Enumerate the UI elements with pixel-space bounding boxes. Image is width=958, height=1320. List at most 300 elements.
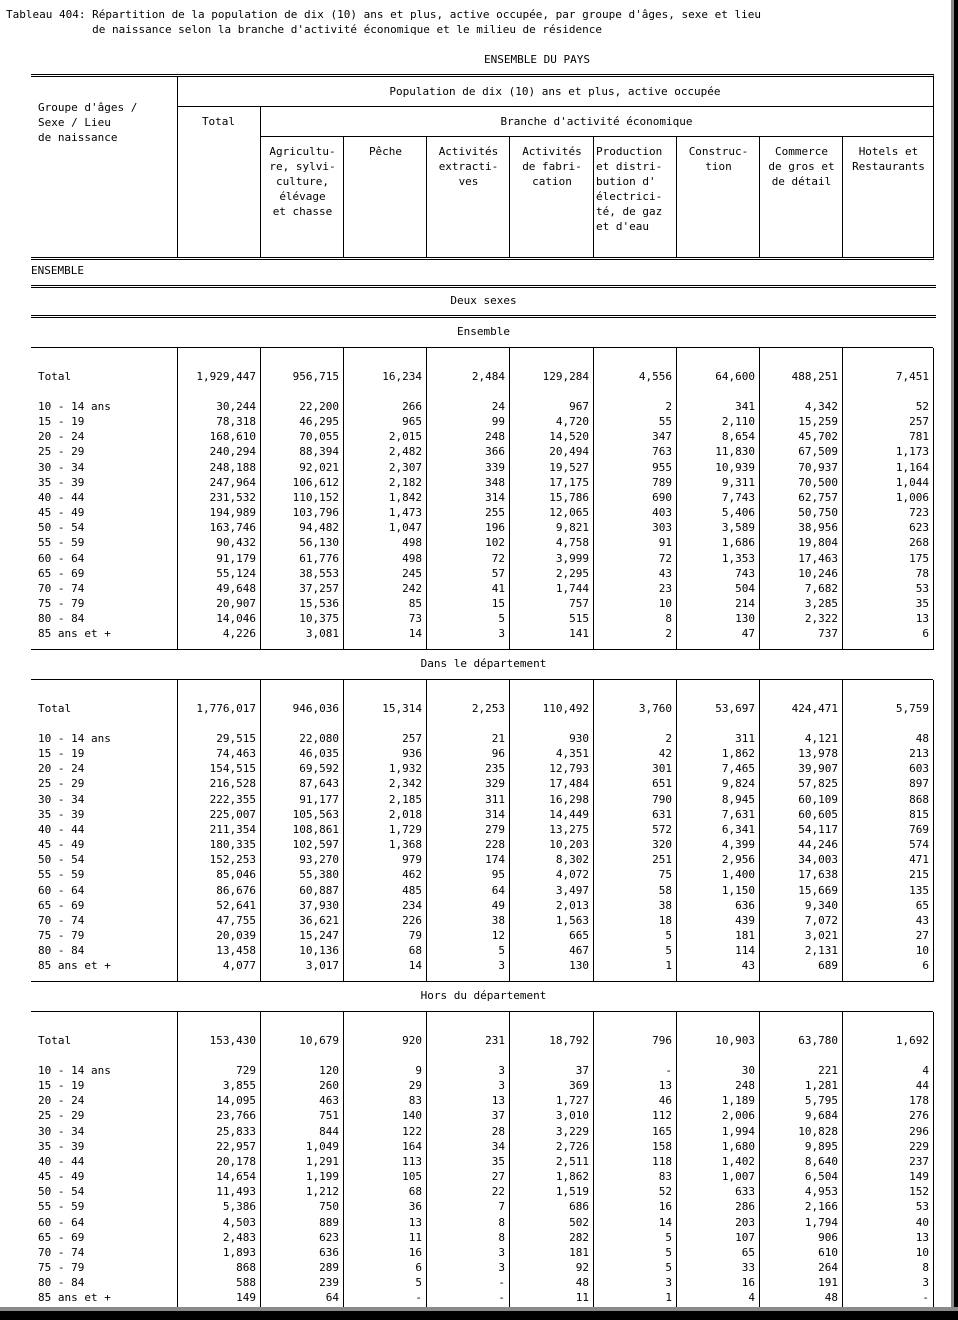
cell-value: 28 — [491, 1124, 505, 1138]
column-divider — [933, 348, 934, 650]
cell-value: 485 — [402, 883, 422, 897]
cell-value: 36,621 — [299, 913, 339, 927]
column-header-line: té, de gaz — [596, 205, 663, 218]
cell-value: 2,006 — [721, 1109, 755, 1123]
cell-value: 631 — [652, 807, 672, 821]
cell-value: 2,482 — [388, 445, 422, 459]
cell-value: 572 — [652, 822, 672, 836]
cell-value: 1,692 — [895, 1034, 929, 1047]
cell-value: 64,600 — [715, 370, 755, 383]
cell-value: 16 — [658, 1200, 672, 1214]
cell-value: 665 — [569, 928, 589, 942]
cell-value: 8,302 — [555, 853, 589, 867]
table-row — [31, 581, 933, 596]
cell-value: 215 — [909, 868, 929, 882]
cell-value: 10,939 — [715, 460, 755, 474]
cell-value: 7,743 — [721, 490, 755, 504]
cell-value: 154,515 — [209, 762, 256, 776]
cell-value: 88,394 — [299, 445, 339, 459]
cell-value: 25,833 — [216, 1124, 256, 1138]
table-subtitle: ENSEMBLE DU PAYS — [484, 53, 590, 66]
cell-value: 226 — [402, 913, 422, 927]
cell-value: 633 — [735, 1185, 755, 1199]
row-label: 35 - 39 — [38, 807, 85, 821]
cell-value: 225,007 — [209, 807, 256, 821]
cell-value: 4,556 — [638, 370, 672, 383]
cell-value: 2,185 — [388, 792, 422, 806]
column-header-line: Commerce — [775, 145, 828, 158]
cell-value: 979 — [402, 853, 422, 867]
row-label-header-line: de naissance — [38, 131, 118, 144]
row-label: 45 - 49 — [38, 506, 85, 520]
cell-value: 2,013 — [555, 898, 589, 912]
cell-value: 13,978 — [798, 747, 838, 761]
cell-value: 1,727 — [555, 1094, 589, 1108]
cell-value: 868 — [236, 1260, 256, 1274]
cell-value: 965 — [402, 415, 422, 429]
cell-value: 13 — [915, 1230, 929, 1244]
section-label: ENSEMBLE — [31, 264, 84, 277]
cell-value: 110,152 — [292, 490, 339, 504]
cell-value: 1,400 — [721, 868, 755, 882]
cell-value: 2,295 — [555, 566, 589, 580]
cell-value: 152,253 — [209, 853, 256, 867]
cell-value: 603 — [909, 762, 929, 776]
cell-value: 44,246 — [798, 838, 838, 852]
table-row — [31, 596, 933, 611]
cell-value: 48 — [575, 1276, 589, 1290]
cell-value: 17,638 — [798, 868, 838, 882]
cell-value: 689 — [818, 959, 838, 973]
cell-value: 52 — [658, 1185, 672, 1199]
cell-value: 44 — [915, 1079, 929, 1093]
cell-value: 588 — [236, 1276, 256, 1290]
row-label: 50 - 54 — [38, 1185, 85, 1199]
row-label: 15 - 19 — [38, 747, 85, 761]
cell-value: 2 — [665, 627, 672, 641]
cell-value: 106,612 — [292, 475, 339, 489]
cell-value: 1,729 — [388, 822, 422, 836]
cell-value: 268 — [909, 536, 929, 550]
cell-value: 955 — [652, 460, 672, 474]
cell-value: 8,640 — [804, 1154, 838, 1168]
cell-value: 347 — [652, 430, 672, 444]
cell-value: 889 — [319, 1215, 339, 1229]
cell-value: 165 — [652, 1124, 672, 1138]
cell-value: 38,956 — [798, 521, 838, 535]
cell-value: 12,065 — [549, 506, 589, 520]
cell-value: 11,830 — [715, 445, 755, 459]
header-divider — [676, 137, 677, 257]
cell-value: 102 — [485, 536, 505, 550]
cell-value: 301 — [652, 762, 672, 776]
row-label: Total — [38, 1034, 72, 1047]
cell-value: 60,605 — [798, 807, 838, 821]
table-row — [31, 535, 933, 550]
cell-value: 48 — [824, 1291, 838, 1305]
cell-value: 3,021 — [804, 928, 838, 942]
cell-value: 463 — [319, 1094, 339, 1108]
cell-value: 1,164 — [895, 460, 929, 474]
cell-value: 936 — [402, 747, 422, 761]
cell-value: 75 — [658, 868, 672, 882]
cell-value: 1,932 — [388, 762, 422, 776]
cell-value: 68 — [408, 944, 422, 958]
table-row — [31, 913, 933, 928]
cell-value: 311 — [735, 732, 755, 745]
cell-value: 504 — [735, 581, 755, 595]
block-bottom-border — [31, 981, 933, 982]
table-title-line-2: de naissance selon la branche d'activité économique et le milieu de résidence — [6, 23, 603, 36]
cell-value: 15,536 — [299, 596, 339, 610]
cell-value: 690 — [652, 490, 672, 504]
column-header-line: Activités — [522, 145, 582, 158]
column-header-commerce — [762, 144, 841, 189]
column-header-line: Hotels et — [858, 145, 919, 158]
cell-value: 70,055 — [299, 430, 339, 444]
cell-value: 897 — [909, 777, 929, 791]
header-divider — [260, 107, 261, 257]
cell-value: 105,563 — [292, 807, 339, 821]
cell-value: 22,080 — [299, 732, 339, 745]
cell-value: 10,246 — [798, 566, 838, 580]
column-header-line: de détail — [771, 175, 832, 188]
cell-value: 49,648 — [216, 581, 256, 595]
cell-value: 47,755 — [216, 913, 256, 927]
cell-value: 3,589 — [721, 521, 755, 535]
table-row — [31, 1078, 933, 1093]
row-label: 85 ans et + — [38, 627, 111, 641]
column-header-line: cation — [532, 175, 572, 188]
column-header-extractives — [429, 144, 508, 189]
row-label: 60 - 64 — [38, 1215, 85, 1229]
cell-value: 686 — [569, 1200, 589, 1214]
cell-value: 73 — [408, 612, 422, 626]
row-label: 75 - 79 — [38, 1260, 85, 1274]
column-header-line: culture, — [276, 175, 329, 188]
cell-value: - — [665, 1064, 672, 1077]
cell-value: 1,680 — [721, 1139, 755, 1153]
cell-value: 52 — [915, 400, 929, 413]
cell-value: 247,964 — [209, 475, 256, 489]
cell-value: 203 — [735, 1215, 755, 1229]
table-row — [31, 1184, 933, 1199]
cell-value: 1,994 — [721, 1124, 755, 1138]
cell-value: 13 — [491, 1094, 505, 1108]
cell-value: 35 — [915, 596, 929, 610]
cell-value: 844 — [319, 1124, 339, 1138]
cell-value: 20,039 — [216, 928, 256, 942]
cell-value: 108,861 — [292, 822, 339, 836]
cell-value: 2,511 — [555, 1154, 589, 1168]
cell-value: 53,697 — [715, 702, 755, 715]
cell-value: 46 — [658, 1094, 672, 1108]
cell-value: 79 — [408, 928, 422, 942]
cell-value: 3,497 — [555, 883, 589, 897]
cell-value: 781 — [909, 430, 929, 444]
cell-value: 13,275 — [549, 822, 589, 836]
cell-value: 930 — [569, 732, 589, 745]
row-label: 30 - 34 — [38, 460, 85, 474]
cell-value: 14,654 — [216, 1170, 256, 1184]
cell-value: 22,957 — [216, 1139, 256, 1153]
cell-value: 4,342 — [804, 400, 838, 413]
row-label: 75 - 79 — [38, 596, 85, 610]
cell-value: 30,244 — [216, 400, 256, 413]
cell-value: 112 — [652, 1109, 672, 1123]
cell-value: 46,295 — [299, 415, 339, 429]
cell-value: 2,483 — [222, 1230, 256, 1244]
cell-value: 9,311 — [721, 475, 755, 489]
cell-value: 9,821 — [555, 521, 589, 535]
cell-value: 1,044 — [895, 475, 929, 489]
cell-value: 7 — [498, 1200, 505, 1214]
cell-value: 1,776,017 — [196, 702, 256, 715]
table-row — [31, 551, 933, 566]
cell-value: 1,402 — [721, 1154, 755, 1168]
cell-value: 27 — [915, 928, 929, 942]
cell-value: 40 — [915, 1215, 929, 1229]
cell-value: 1,150 — [721, 883, 755, 897]
table-row — [31, 837, 933, 852]
column-header-line: Construc- — [688, 145, 749, 158]
column-header-agriculture — [263, 144, 342, 219]
table-title — [6, 7, 761, 37]
cell-value: 228 — [485, 838, 505, 852]
cell-value: 15 — [491, 596, 505, 610]
row-label: 20 - 24 — [38, 1094, 85, 1108]
cell-value: 1,929,447 — [196, 370, 256, 383]
cell-value: 1,519 — [555, 1185, 589, 1199]
cell-value: 78 — [915, 566, 929, 580]
table-row — [31, 566, 933, 581]
cell-value: 1,281 — [804, 1079, 838, 1093]
cell-value: 20,907 — [216, 596, 256, 610]
cell-value: 163,746 — [209, 521, 256, 535]
cell-value: 234 — [402, 898, 422, 912]
cell-value: 37 — [491, 1109, 505, 1123]
cell-value: 2,307 — [388, 460, 422, 474]
cell-value: 18,792 — [549, 1034, 589, 1047]
cell-value: 303 — [652, 521, 672, 535]
cell-value: 3 — [498, 1064, 505, 1077]
cell-value: 6 — [415, 1260, 422, 1274]
cell-value: 15,669 — [798, 883, 838, 897]
cell-value: 20,178 — [216, 1154, 256, 1168]
cell-value: 289 — [319, 1260, 339, 1274]
cell-value: 196 — [485, 521, 505, 535]
cell-value: 38 — [491, 913, 505, 927]
cell-value: 8 — [498, 1230, 505, 1244]
cell-value: 10 — [658, 596, 672, 610]
table-row — [31, 444, 933, 459]
cell-value: 21 — [491, 732, 505, 745]
cell-value: 498 — [402, 551, 422, 565]
cell-value: 5 — [665, 1230, 672, 1244]
cell-value: 9,684 — [804, 1109, 838, 1123]
cell-value: 175 — [909, 551, 929, 565]
cell-value: 14 — [408, 959, 422, 973]
column-header-line: bution d' — [596, 175, 656, 188]
row-label: 10 - 14 ans — [38, 732, 111, 745]
cell-value: 729 — [236, 1064, 256, 1077]
column-divider — [933, 680, 934, 982]
table-row — [31, 520, 933, 535]
cell-value: 231 — [485, 1034, 505, 1047]
column-header-line: Pêche — [368, 145, 403, 158]
cell-value: 8 — [498, 1215, 505, 1229]
column-header-fabrication — [512, 144, 592, 189]
cell-value: 102,597 — [292, 838, 339, 852]
cell-value: 467 — [569, 944, 589, 958]
cell-value: 135 — [909, 883, 929, 897]
cell-value: 5,795 — [804, 1094, 838, 1108]
row-label: 75 - 79 — [38, 928, 85, 942]
cell-value: 2,015 — [388, 430, 422, 444]
cell-value: 348 — [485, 475, 505, 489]
row-label: 80 - 84 — [38, 1276, 85, 1290]
cell-value: 610 — [818, 1245, 838, 1259]
cell-value: 1,006 — [895, 490, 929, 504]
cell-value: 1,189 — [721, 1094, 755, 1108]
cell-value: 122 — [402, 1124, 422, 1138]
cell-value: 14,520 — [549, 430, 589, 444]
cell-value: 4 — [748, 1291, 755, 1305]
cell-value: 72 — [491, 551, 505, 565]
cell-value: 4,720 — [555, 415, 589, 429]
row-label: 15 - 19 — [38, 1079, 85, 1093]
cell-value: 462 — [402, 868, 422, 882]
cell-value: 15,786 — [549, 490, 589, 504]
cell-value: 8,945 — [721, 792, 755, 806]
cell-value: 1,353 — [721, 551, 755, 565]
table-row — [31, 414, 933, 429]
cell-value: 70,937 — [798, 460, 838, 474]
cell-value: 83 — [408, 1094, 422, 1108]
cell-value: 120 — [319, 1064, 339, 1077]
cell-value: 13,458 — [216, 944, 256, 958]
cell-value: 29 — [408, 1079, 422, 1093]
row-label: 80 - 84 — [38, 944, 85, 958]
table-row — [31, 822, 933, 837]
cell-value: 9,824 — [721, 777, 755, 791]
cell-value: 16 — [741, 1276, 755, 1290]
double-divider — [31, 315, 936, 318]
cell-value: 19,527 — [549, 460, 589, 474]
total-row — [31, 701, 933, 716]
cell-value: 17,463 — [798, 551, 838, 565]
row-label: 70 - 74 — [38, 581, 85, 595]
cell-value: 114 — [735, 944, 755, 958]
cell-value: 221 — [818, 1064, 838, 1077]
cell-value: 286 — [735, 1200, 755, 1214]
cell-value: 1,368 — [388, 838, 422, 852]
cell-value: 85,046 — [216, 868, 256, 882]
cell-value: 181 — [735, 928, 755, 942]
cell-value: 180,335 — [209, 838, 256, 852]
cell-value: 53 — [915, 581, 929, 595]
cell-value: 62,757 — [798, 490, 838, 504]
cell-value: 5,386 — [222, 1200, 256, 1214]
cell-value: 3,760 — [638, 702, 672, 715]
cell-value: 763 — [652, 445, 672, 459]
cell-value: 158 — [652, 1139, 672, 1153]
cell-value: 55,124 — [216, 566, 256, 580]
cell-value: 1,686 — [721, 536, 755, 550]
column-header-line: re, sylvi- — [269, 160, 336, 173]
cell-value: 1,473 — [388, 506, 422, 520]
cell-value: 13 — [658, 1079, 672, 1093]
cell-value: 3,285 — [804, 596, 838, 610]
cell-value: 1,199 — [305, 1170, 339, 1184]
cell-value: 14,046 — [216, 612, 256, 626]
cell-value: 4,077 — [222, 959, 256, 973]
cell-value: 5 — [415, 1276, 422, 1290]
cell-value: 191 — [818, 1276, 838, 1290]
row-label: 15 - 19 — [38, 415, 85, 429]
table-row — [31, 475, 933, 490]
cell-value: 65 — [741, 1245, 755, 1259]
cell-value: 92,021 — [299, 460, 339, 474]
table-row — [31, 792, 933, 807]
cell-value: 45,702 — [798, 430, 838, 444]
cell-value: 52,641 — [216, 898, 256, 912]
cell-value: 14 — [408, 627, 422, 641]
table-row — [31, 1230, 933, 1245]
cell-value: 35 — [491, 1154, 505, 1168]
row-label: 20 - 24 — [38, 762, 85, 776]
cell-value: 153,430 — [209, 1034, 256, 1047]
cell-value: 515 — [569, 612, 589, 626]
cell-value: 30 — [741, 1064, 755, 1077]
cell-value: 42 — [658, 747, 672, 761]
cell-value: 1,794 — [804, 1215, 838, 1229]
cell-value: 214 — [735, 596, 755, 610]
row-label: 70 - 74 — [38, 913, 85, 927]
cell-value: 105 — [402, 1170, 422, 1184]
row-label: 35 - 39 — [38, 475, 85, 489]
column-header-line: Activités — [438, 145, 499, 158]
cell-value: 769 — [909, 822, 929, 836]
cell-value: 27 — [491, 1170, 505, 1184]
cell-value: 8 — [922, 1260, 929, 1274]
column-header-peche — [346, 144, 425, 159]
cell-value: 37 — [575, 1064, 589, 1077]
cell-value: 85 — [408, 596, 422, 610]
cell-value: 23,766 — [216, 1109, 256, 1123]
cell-value: 23 — [658, 581, 672, 595]
header-divider — [593, 137, 594, 257]
cell-value: 43 — [915, 913, 929, 927]
column-header-hotels — [845, 144, 932, 174]
cell-value: 5,759 — [895, 702, 929, 715]
cell-value: 790 — [652, 792, 672, 806]
cell-value: 2 — [665, 400, 672, 413]
row-label: 45 - 49 — [38, 838, 85, 852]
cell-value: 488,251 — [791, 370, 838, 383]
cell-value: 64 — [491, 883, 505, 897]
cell-value: 65 — [915, 898, 929, 912]
cell-value: 3 — [498, 959, 505, 973]
cell-value: 15,314 — [382, 702, 422, 715]
cell-value: 74,463 — [216, 747, 256, 761]
table-row — [31, 1154, 933, 1169]
cell-value: 2,726 — [555, 1139, 589, 1153]
cell-value: 636 — [319, 1245, 339, 1259]
cell-value: 329 — [485, 777, 505, 791]
cell-value: 12,793 — [549, 762, 589, 776]
row-label: 65 - 69 — [38, 898, 85, 912]
